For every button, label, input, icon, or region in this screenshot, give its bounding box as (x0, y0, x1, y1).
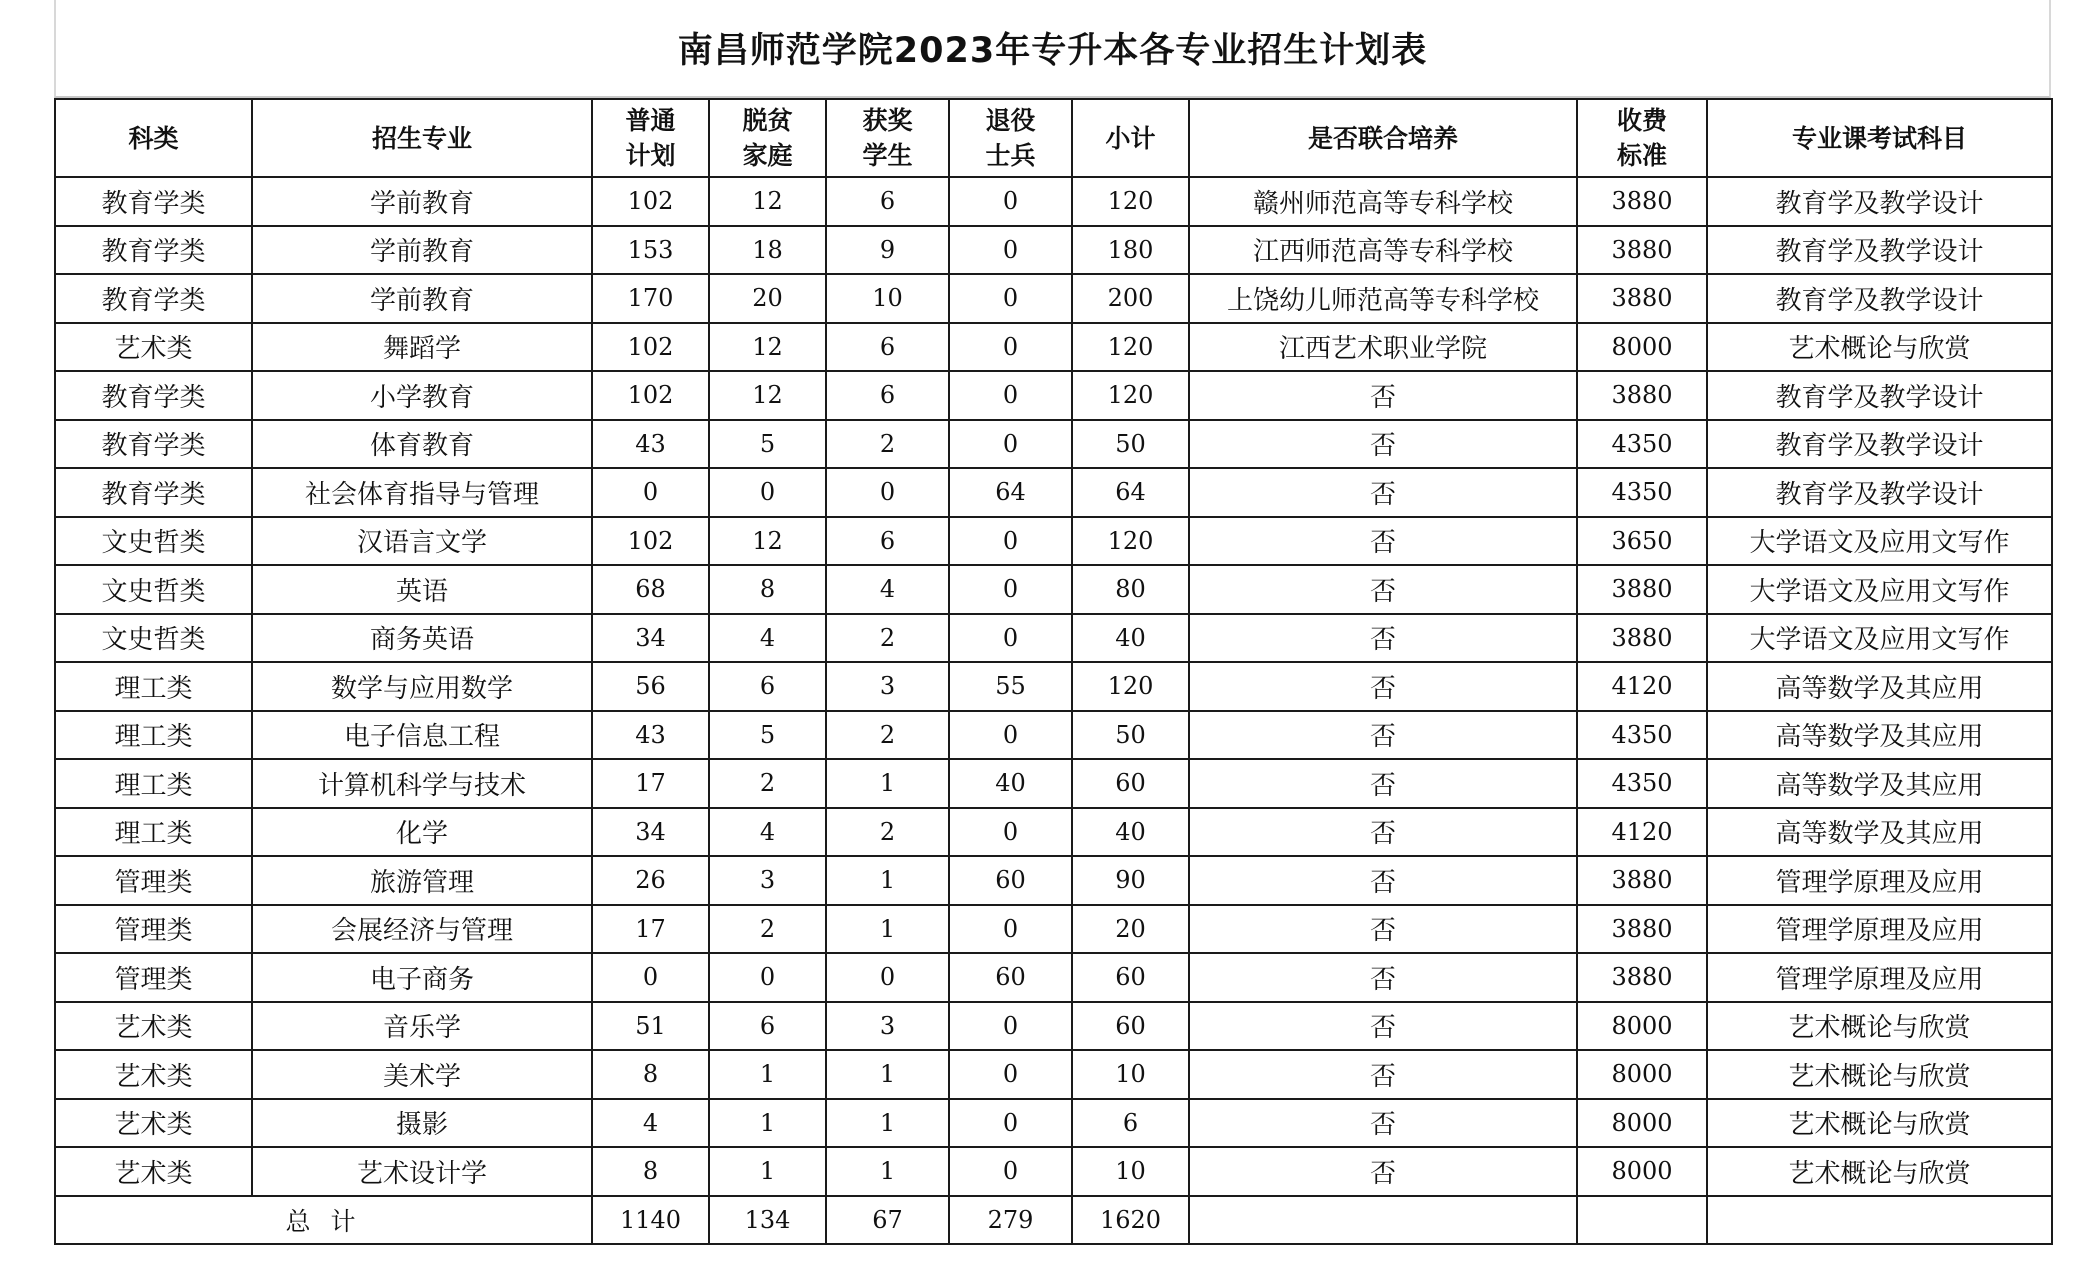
header-regular-plan-line2: 计划 (625, 141, 676, 170)
cell-joint-training: 江西师范高等专科学校 (1189, 226, 1577, 275)
cell-award-students: 3 (826, 662, 949, 711)
cell-award-students: 6 (826, 517, 949, 566)
cell-award-students: 0 (826, 468, 949, 517)
cell-fee: 3880 (1577, 905, 1707, 954)
cell-regular-plan: 0 (592, 468, 709, 517)
cell-exam-subject: 教育学及教学设计 (1707, 177, 2052, 226)
total-subtotal: 1620 (1072, 1196, 1189, 1245)
cell-subtotal: 10 (1072, 1147, 1189, 1196)
table-row (55, 226, 2052, 275)
cell-award-students: 2 (826, 808, 949, 857)
cell-regular-plan: 34 (592, 614, 709, 663)
cell-award-students: 0 (826, 953, 949, 1002)
table-header (55, 99, 2052, 177)
table-row (55, 1050, 2052, 1099)
cell-exam-subject: 大学语文及应用文写作 (1707, 565, 2052, 614)
cell-major: 体育教育 (252, 420, 592, 469)
cell-joint-training: 赣州师范高等专科学校 (1189, 177, 1577, 226)
table-row (55, 177, 2052, 226)
header-exam-subject: 专业课考试科目 (1707, 99, 2052, 177)
cell-poverty-family: 20 (709, 274, 826, 323)
cell-subtotal: 6 (1072, 1099, 1189, 1148)
cell-exam-subject: 艺术概论与欣赏 (1707, 1002, 2052, 1051)
cell-poverty-family: 3 (709, 856, 826, 905)
cell-category: 管理类 (55, 953, 252, 1002)
cell-regular-plan: 153 (592, 226, 709, 275)
cell-fee: 3880 (1577, 565, 1707, 614)
cell-veterans: 0 (949, 226, 1072, 275)
cell-veterans: 0 (949, 1099, 1072, 1148)
cell-major: 音乐学 (252, 1002, 592, 1051)
total-veteran: 279 (949, 1196, 1072, 1245)
cell-category: 艺术类 (55, 1099, 252, 1148)
header-fee (1577, 99, 1707, 177)
cell-category: 艺术类 (55, 1147, 252, 1196)
cell-veterans: 0 (949, 177, 1072, 226)
cell-joint-training: 否 (1189, 808, 1577, 857)
cell-regular-plan: 170 (592, 274, 709, 323)
cell-fee: 8000 (1577, 323, 1707, 372)
cell-fee: 8000 (1577, 1099, 1707, 1148)
cell-major: 旅游管理 (252, 856, 592, 905)
cell-exam-subject: 高等数学及其应用 (1707, 711, 2052, 760)
cell-joint-training: 上饶幼儿师范高等专科学校 (1189, 274, 1577, 323)
cell-major: 电子信息工程 (252, 711, 592, 760)
cell-subtotal: 20 (1072, 905, 1189, 954)
cell-exam-subject: 教育学及教学设计 (1707, 468, 2052, 517)
cell-poverty-family: 12 (709, 177, 826, 226)
cell-veterans: 60 (949, 856, 1072, 905)
cell-veterans: 0 (949, 517, 1072, 566)
cell-regular-plan: 102 (592, 177, 709, 226)
cell-subtotal: 90 (1072, 856, 1189, 905)
total-poverty: 134 (709, 1196, 826, 1245)
cell-fee: 8000 (1577, 1002, 1707, 1051)
cell-award-students: 9 (826, 226, 949, 275)
header-poverty-family-line1: 脱贫 (742, 106, 793, 135)
cell-subtotal: 120 (1072, 323, 1189, 372)
cell-fee: 3880 (1577, 856, 1707, 905)
cell-exam-subject: 艺术概论与欣赏 (1707, 1099, 2052, 1148)
cell-category: 教育学类 (55, 371, 252, 420)
cell-award-students: 1 (826, 759, 949, 808)
cell-category: 文史哲类 (55, 565, 252, 614)
cell-regular-plan: 0 (592, 953, 709, 1002)
cell-veterans: 64 (949, 468, 1072, 517)
header-veterans-line2: 士兵 (985, 141, 1036, 170)
cell-major: 艺术设计学 (252, 1147, 592, 1196)
cell-joint-training: 否 (1189, 711, 1577, 760)
cell-regular-plan: 26 (592, 856, 709, 905)
cell-poverty-family: 18 (709, 226, 826, 275)
table-row (55, 905, 2052, 954)
cell-major: 舞蹈学 (252, 323, 592, 372)
cell-award-students: 6 (826, 323, 949, 372)
cell-major: 计算机科学与技术 (252, 759, 592, 808)
cell-fee: 3880 (1577, 614, 1707, 663)
cell-poverty-family: 8 (709, 565, 826, 614)
table-footer (55, 1196, 2052, 1245)
cell-veterans: 0 (949, 323, 1072, 372)
header-veterans-line1: 退役 (985, 106, 1036, 135)
cell-veterans: 0 (949, 274, 1072, 323)
cell-joint-training: 否 (1189, 468, 1577, 517)
table-row (55, 614, 2052, 663)
cell-joint-training: 否 (1189, 759, 1577, 808)
cell-poverty-family: 2 (709, 905, 826, 954)
cell-subtotal: 64 (1072, 468, 1189, 517)
cell-poverty-family: 4 (709, 614, 826, 663)
cell-major: 学前教育 (252, 274, 592, 323)
cell-poverty-family: 12 (709, 371, 826, 420)
cell-veterans: 0 (949, 565, 1072, 614)
total-award: 67 (826, 1196, 949, 1245)
cell-category: 文史哲类 (55, 614, 252, 663)
table-row (55, 1147, 2052, 1196)
table-row (55, 662, 2052, 711)
cell-veterans: 0 (949, 808, 1072, 857)
header-fee-line1: 收费 (1616, 106, 1667, 135)
cell-category: 艺术类 (55, 323, 252, 372)
cell-award-students: 4 (826, 565, 949, 614)
cell-subtotal: 80 (1072, 565, 1189, 614)
cell-regular-plan: 43 (592, 711, 709, 760)
cell-category: 教育学类 (55, 274, 252, 323)
cell-exam-subject: 高等数学及其应用 (1707, 662, 2052, 711)
cell-major: 小学教育 (252, 371, 592, 420)
cell-subtotal: 60 (1072, 953, 1189, 1002)
cell-veterans: 60 (949, 953, 1072, 1002)
cell-exam-subject: 大学语文及应用文写作 (1707, 517, 2052, 566)
cell-fee: 3880 (1577, 274, 1707, 323)
cell-major: 数学与应用数学 (252, 662, 592, 711)
cell-regular-plan: 102 (592, 323, 709, 372)
cell-major: 化学 (252, 808, 592, 857)
cell-regular-plan: 56 (592, 662, 709, 711)
cell-major: 社会体育指导与管理 (252, 468, 592, 517)
table-row (55, 517, 2052, 566)
cell-category: 艺术类 (55, 1050, 252, 1099)
cell-regular-plan: 43 (592, 420, 709, 469)
cell-major: 英语 (252, 565, 592, 614)
cell-poverty-family: 0 (709, 468, 826, 517)
header-row (55, 99, 2052, 177)
cell-award-students: 1 (826, 856, 949, 905)
cell-exam-subject: 教育学及教学设计 (1707, 226, 2052, 275)
cell-subtotal: 40 (1072, 808, 1189, 857)
cell-subtotal: 120 (1072, 517, 1189, 566)
cell-subtotal: 180 (1072, 226, 1189, 275)
table-row (55, 856, 2052, 905)
cell-exam-subject: 管理学原理及应用 (1707, 856, 2052, 905)
cell-regular-plan: 34 (592, 808, 709, 857)
cell-fee: 3880 (1577, 226, 1707, 275)
cell-award-students: 1 (826, 905, 949, 954)
cell-veterans: 0 (949, 371, 1072, 420)
cell-major: 摄影 (252, 1099, 592, 1148)
cell-regular-plan: 17 (592, 905, 709, 954)
cell-poverty-family: 5 (709, 711, 826, 760)
header-category: 科类 (55, 99, 252, 177)
cell-veterans: 0 (949, 1050, 1072, 1099)
total-joint-empty (1189, 1196, 1577, 1245)
cell-regular-plan: 17 (592, 759, 709, 808)
cell-veterans: 0 (949, 1147, 1072, 1196)
cell-category: 管理类 (55, 905, 252, 954)
total-regular: 1140 (592, 1196, 709, 1245)
cell-category: 理工类 (55, 808, 252, 857)
cell-exam-subject: 管理学原理及应用 (1707, 953, 2052, 1002)
cell-subtotal: 40 (1072, 614, 1189, 663)
cell-subtotal: 60 (1072, 759, 1189, 808)
header-award-students-line2: 学生 (862, 141, 913, 170)
cell-category: 教育学类 (55, 468, 252, 517)
cell-exam-subject: 大学语文及应用文写作 (1707, 614, 2052, 663)
total-fee-empty (1577, 1196, 1707, 1245)
cell-subtotal: 120 (1072, 177, 1189, 226)
cell-major: 商务英语 (252, 614, 592, 663)
cell-subtotal: 50 (1072, 711, 1189, 760)
header-major: 招生专业 (252, 99, 592, 177)
cell-exam-subject: 高等数学及其应用 (1707, 759, 2052, 808)
cell-joint-training: 否 (1189, 517, 1577, 566)
cell-poverty-family: 12 (709, 517, 826, 566)
header-poverty-family-line2: 家庭 (742, 141, 793, 170)
cell-poverty-family: 1 (709, 1147, 826, 1196)
cell-joint-training: 否 (1189, 565, 1577, 614)
cell-category: 理工类 (55, 711, 252, 760)
cell-poverty-family: 1 (709, 1099, 826, 1148)
cell-fee: 4350 (1577, 759, 1707, 808)
cell-veterans: 40 (949, 759, 1072, 808)
cell-veterans: 0 (949, 1002, 1072, 1051)
cell-fee: 4350 (1577, 711, 1707, 760)
table-body (55, 177, 2052, 1196)
cell-joint-training: 否 (1189, 1050, 1577, 1099)
cell-joint-training: 否 (1189, 662, 1577, 711)
cell-category: 理工类 (55, 662, 252, 711)
cell-major: 汉语言文学 (252, 517, 592, 566)
table-row (55, 565, 2052, 614)
header-fee-line2: 标准 (1616, 141, 1667, 170)
cell-fee: 4350 (1577, 468, 1707, 517)
header-subtotal: 小计 (1072, 99, 1189, 177)
header-regular-plan (592, 99, 709, 177)
cell-veterans: 0 (949, 905, 1072, 954)
cell-joint-training: 否 (1189, 856, 1577, 905)
table-row (55, 274, 2052, 323)
enrollment-table (54, 98, 2053, 1245)
cell-regular-plan: 102 (592, 517, 709, 566)
cell-veterans: 0 (949, 420, 1072, 469)
cell-major: 美术学 (252, 1050, 592, 1099)
cell-regular-plan: 51 (592, 1002, 709, 1051)
cell-poverty-family: 6 (709, 662, 826, 711)
cell-veterans: 0 (949, 711, 1072, 760)
cell-poverty-family: 0 (709, 953, 826, 1002)
cell-fee: 3650 (1577, 517, 1707, 566)
cell-exam-subject: 教育学及教学设计 (1707, 420, 2052, 469)
cell-category: 理工类 (55, 759, 252, 808)
table-row (55, 371, 2052, 420)
table-row (55, 420, 2052, 469)
cell-category: 教育学类 (55, 177, 252, 226)
cell-award-students: 1 (826, 1147, 949, 1196)
cell-poverty-family: 12 (709, 323, 826, 372)
cell-exam-subject: 高等数学及其应用 (1707, 808, 2052, 857)
cell-subtotal: 200 (1072, 274, 1189, 323)
cell-fee: 3880 (1577, 177, 1707, 226)
cell-exam-subject: 艺术概论与欣赏 (1707, 1147, 2052, 1196)
table-row (55, 953, 2052, 1002)
table-row (55, 711, 2052, 760)
total-exam-empty (1707, 1196, 2052, 1245)
cell-category: 管理类 (55, 856, 252, 905)
cell-joint-training: 否 (1189, 1147, 1577, 1196)
cell-award-students: 1 (826, 1050, 949, 1099)
cell-joint-training: 江西艺术职业学院 (1189, 323, 1577, 372)
cell-joint-training: 否 (1189, 420, 1577, 469)
cell-major: 会展经济与管理 (252, 905, 592, 954)
cell-veterans: 0 (949, 614, 1072, 663)
cell-category: 艺术类 (55, 1002, 252, 1051)
cell-regular-plan: 8 (592, 1147, 709, 1196)
cell-poverty-family: 6 (709, 1002, 826, 1051)
table-row (55, 323, 2052, 372)
cell-major: 电子商务 (252, 953, 592, 1002)
enrollment-plan-sheet (54, 0, 2051, 1245)
cell-fee: 4120 (1577, 808, 1707, 857)
cell-fee: 3880 (1577, 371, 1707, 420)
cell-major: 学前教育 (252, 177, 592, 226)
cell-fee: 3880 (1577, 953, 1707, 1002)
cell-joint-training: 否 (1189, 1099, 1577, 1148)
cell-category: 教育学类 (55, 420, 252, 469)
table-row (55, 468, 2052, 517)
cell-subtotal: 120 (1072, 371, 1189, 420)
cell-award-students: 3 (826, 1002, 949, 1051)
cell-joint-training: 否 (1189, 614, 1577, 663)
cell-veterans: 55 (949, 662, 1072, 711)
table-row (55, 1002, 2052, 1051)
cell-award-students: 2 (826, 614, 949, 663)
total-row (55, 1196, 2052, 1245)
cell-subtotal: 120 (1072, 662, 1189, 711)
table-row (55, 808, 2052, 857)
cell-exam-subject: 艺术概论与欣赏 (1707, 323, 2052, 372)
cell-poverty-family: 4 (709, 808, 826, 857)
header-award-students-line1: 获奖 (862, 106, 913, 135)
cell-award-students: 10 (826, 274, 949, 323)
cell-joint-training: 否 (1189, 371, 1577, 420)
table-row (55, 1099, 2052, 1148)
header-regular-plan-line1: 普通 (625, 106, 676, 135)
header-joint-training: 是否联合培养 (1189, 99, 1577, 177)
cell-joint-training: 否 (1189, 953, 1577, 1002)
cell-award-students: 1 (826, 1099, 949, 1148)
cell-exam-subject: 管理学原理及应用 (1707, 905, 2052, 954)
cell-regular-plan: 4 (592, 1099, 709, 1148)
header-veterans (949, 99, 1072, 177)
cell-category: 教育学类 (55, 226, 252, 275)
table-row (55, 759, 2052, 808)
header-award-students (826, 99, 949, 177)
cell-poverty-family: 5 (709, 420, 826, 469)
cell-poverty-family: 1 (709, 1050, 826, 1099)
cell-award-students: 6 (826, 371, 949, 420)
cell-fee: 4120 (1577, 662, 1707, 711)
cell-category: 文史哲类 (55, 517, 252, 566)
cell-joint-training: 否 (1189, 1002, 1577, 1051)
cell-award-students: 2 (826, 420, 949, 469)
cell-regular-plan: 8 (592, 1050, 709, 1099)
cell-award-students: 2 (826, 711, 949, 760)
cell-award-students: 6 (826, 177, 949, 226)
cell-exam-subject: 教育学及教学设计 (1707, 371, 2052, 420)
cell-exam-subject: 艺术概论与欣赏 (1707, 1050, 2052, 1099)
cell-fee: 8000 (1577, 1147, 1707, 1196)
cell-subtotal: 50 (1072, 420, 1189, 469)
total-label: 总 计 (55, 1196, 592, 1245)
cell-major: 学前教育 (252, 226, 592, 275)
cell-exam-subject: 教育学及教学设计 (1707, 274, 2052, 323)
header-poverty-family (709, 99, 826, 177)
cell-subtotal: 10 (1072, 1050, 1189, 1099)
cell-fee: 4350 (1577, 420, 1707, 469)
cell-joint-training: 否 (1189, 905, 1577, 954)
cell-poverty-family: 2 (709, 759, 826, 808)
page-title: 南昌师范学院2023年专升本各专业招生计划表 (54, 0, 2051, 98)
cell-regular-plan: 102 (592, 371, 709, 420)
cell-subtotal: 60 (1072, 1002, 1189, 1051)
cell-regular-plan: 68 (592, 565, 709, 614)
cell-fee: 8000 (1577, 1050, 1707, 1099)
